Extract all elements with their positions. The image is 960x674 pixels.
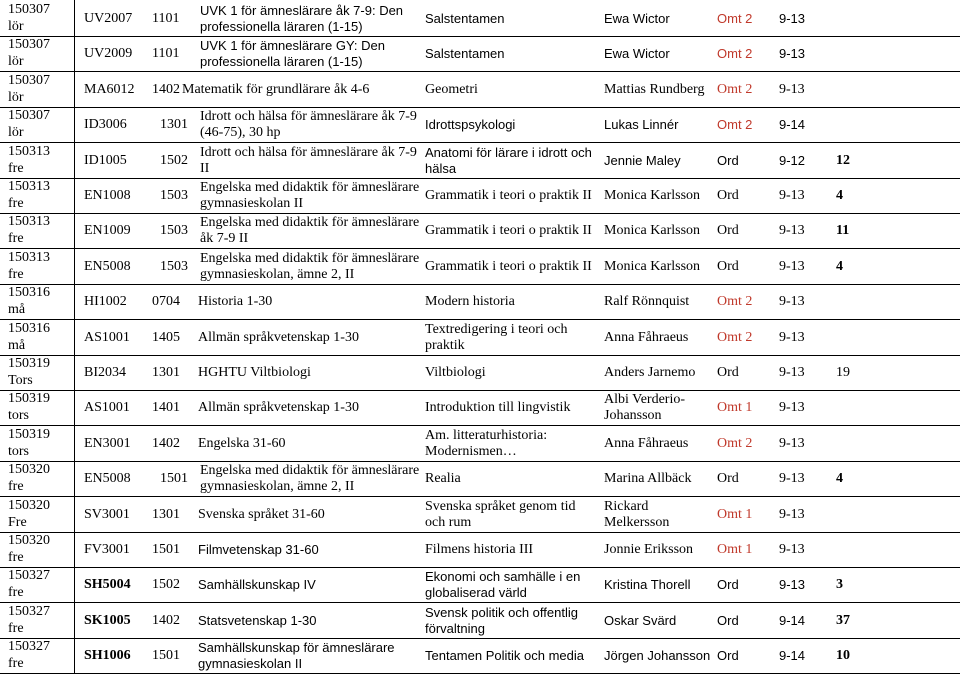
exam-time: 9-14 xyxy=(779,117,806,133)
teacher-name: Mattias Rundberg xyxy=(604,81,705,97)
table-row xyxy=(0,426,960,461)
row-day: må xyxy=(8,337,26,353)
exam-moment: Modern historia xyxy=(425,294,515,310)
course-name: HGHTU Viltbiologi xyxy=(198,365,311,380)
exam-type: Omt 2 xyxy=(717,329,753,345)
registered-count: 4 xyxy=(836,471,843,487)
course-code: EN5008 xyxy=(84,471,131,487)
course-code: SV3001 xyxy=(84,506,130,522)
teacher-name: Jonnie Eriksson xyxy=(604,542,694,557)
exam-type: Omt 2 xyxy=(717,435,753,451)
table-row xyxy=(0,72,960,107)
course-name: Engelska med didaktik för ämneslärare gymnasieskolan II xyxy=(200,180,420,211)
row-date: 150313 xyxy=(8,214,50,230)
course-name: Statsvetenskap 1-30 xyxy=(198,612,317,628)
registered-count: 19 xyxy=(836,365,850,380)
table-row xyxy=(0,178,960,213)
exam-moment: Grammatik i teori o praktik II xyxy=(425,258,592,274)
exam-time: 9-13 xyxy=(779,294,805,310)
exam-type: Ord xyxy=(717,152,739,168)
course-name: Matematik för grundlärare åk 4-6 xyxy=(182,81,370,97)
course-name: Engelska med didaktik för ämneslärare åk 7-9 II xyxy=(200,215,420,247)
teacher-name: Monica Karlsson xyxy=(604,258,701,274)
course-name: Idrott och hälsa för ämneslärare åk 7-9 II xyxy=(200,144,417,176)
row-date: 150320 xyxy=(8,462,50,478)
exam-moment: Viltbiologi xyxy=(425,365,486,380)
teacher-name: Marina Allbäck xyxy=(604,471,692,487)
row-date: 150327 xyxy=(8,568,50,584)
exam-type: Ord xyxy=(717,188,739,203)
course-code: EN3001 xyxy=(84,435,131,451)
exam-time: 9-13 xyxy=(779,471,805,487)
table-row xyxy=(0,143,960,178)
exam-moment: Svenska språket genom tid och rum xyxy=(425,498,576,530)
exam-time: 9-13 xyxy=(779,506,805,522)
exam-time: 9-13 xyxy=(779,223,805,239)
registered-count: 10 xyxy=(836,648,850,664)
teacher-name: Oskar Svärd xyxy=(604,612,677,628)
teacher-name: Kristina Thorell xyxy=(604,577,691,593)
course-code: ID3006 xyxy=(84,117,127,133)
course-name: Engelska med didaktik för ämneslärare gymnasieskolan, ämne 2, II xyxy=(200,250,420,282)
table-row xyxy=(0,213,960,248)
exam-moment: Salstentamen xyxy=(425,46,505,62)
course-number: 1501 xyxy=(152,542,180,557)
course-name: Historia 1-30 xyxy=(198,294,273,310)
exam-type: Ord xyxy=(717,223,739,239)
row-day: fre xyxy=(8,196,24,211)
exam-moment: Svensk politik och offentlig förvaltning xyxy=(425,604,578,636)
course-name: Filmvetenskap 31-60 xyxy=(198,542,319,557)
row-day: tors xyxy=(8,408,29,424)
exam-time: 9-13 xyxy=(779,400,805,416)
registered-count: 12 xyxy=(836,152,850,168)
course-name: Allmän språkvetenskap 1-30 xyxy=(198,400,359,416)
course-code: FV3001 xyxy=(84,542,130,557)
exam-type: Omt 1 xyxy=(717,400,753,416)
teacher-name: Ewa Wictor xyxy=(604,11,670,26)
course-name: Samhällskunskap IV xyxy=(198,577,316,593)
row-date: 150313 xyxy=(8,179,50,194)
course-number: 1402 xyxy=(152,435,180,451)
registered-count: 4 xyxy=(836,188,843,203)
course-number: 1101 xyxy=(152,11,180,26)
exam-time: 9-14 xyxy=(779,612,806,628)
table-row xyxy=(0,390,960,425)
course-code: EN1008 xyxy=(84,188,131,203)
row-date: 150307 xyxy=(8,2,50,17)
course-code: HI1002 xyxy=(84,294,127,310)
course-name: Engelska 31-60 xyxy=(198,435,286,451)
course-number: 1101 xyxy=(152,46,180,62)
row-day: må xyxy=(8,302,26,318)
teacher-name: Anders Jarnemo xyxy=(604,365,696,380)
course-name: Engelska med didaktik för ämneslärare gymnasieskolan, ämne 2, II xyxy=(200,463,420,495)
row-day: fre xyxy=(8,656,24,672)
exam-type: Ord xyxy=(717,648,739,664)
exam-time: 9-12 xyxy=(779,152,806,168)
course-name: Allmän språkvetenskap 1-30 xyxy=(198,329,359,345)
registered-count: 3 xyxy=(836,577,843,593)
course-name: UVK 1 för ämneslärare åk 7-9: Den professionella läraren (1-15) xyxy=(200,3,404,34)
row-day: lör xyxy=(8,54,24,70)
course-code: AS1001 xyxy=(84,329,130,345)
exam-time: 9-13 xyxy=(779,435,805,451)
course-number: 1503 xyxy=(160,258,188,274)
row-day: lör xyxy=(8,89,24,105)
course-number: 1501 xyxy=(152,648,180,664)
exam-time: 9-13 xyxy=(779,577,806,593)
row-day: fre xyxy=(8,620,24,636)
course-code: EN5008 xyxy=(84,258,131,274)
row-date: 150327 xyxy=(8,639,50,655)
teacher-name: Lukas Linnér xyxy=(604,117,679,133)
teacher-name: Anna Fåhraeus xyxy=(604,329,689,345)
course-number: 1301 xyxy=(160,117,188,133)
row-date: 150307 xyxy=(8,72,50,88)
row-date: 150319 xyxy=(8,426,50,442)
row-day: fre xyxy=(8,479,24,495)
course-code: MA6012 xyxy=(84,81,135,97)
row-day: tors xyxy=(8,443,29,459)
row-day: Tors xyxy=(8,373,33,388)
course-number: 1503 xyxy=(160,223,188,239)
row-date: 150320 xyxy=(8,497,50,513)
table-row xyxy=(0,567,960,602)
exam-type: Ord xyxy=(717,612,739,628)
course-name: Samhällskunskap för ämneslärare gymnasieskolan II xyxy=(198,640,395,672)
exam-time: 9-13 xyxy=(779,258,805,274)
exam-type: Omt 2 xyxy=(717,294,753,310)
registered-count: 37 xyxy=(836,612,850,628)
teacher-name: Albi Verderio-Johansson xyxy=(604,392,685,424)
teacher-name: Jörgen Johansson xyxy=(604,648,711,664)
course-number: 1502 xyxy=(152,577,180,593)
table-row xyxy=(0,355,960,390)
exam-moment: Salstentamen xyxy=(425,11,505,26)
course-name: Idrott och hälsa för ämneslärare åk 7-9 (46-75), 30 hp xyxy=(200,109,417,141)
exam-type: Ord xyxy=(717,365,739,380)
course-code: UV2009 xyxy=(84,46,133,62)
exam-time: 9-13 xyxy=(779,188,805,203)
course-number: 1301 xyxy=(152,506,180,522)
row-date: 150327 xyxy=(8,603,50,619)
row-date: 150316 xyxy=(8,320,50,336)
course-number: 1301 xyxy=(152,365,180,380)
row-date: 150313 xyxy=(8,143,50,159)
table-row xyxy=(0,284,960,319)
course-number: 1501 xyxy=(160,471,188,487)
table-row xyxy=(0,249,960,284)
exam-time: 9-13 xyxy=(779,329,805,345)
exam-moment: Anatomi för lärare i idrott och hälsa xyxy=(425,144,592,176)
exam-type: Ord xyxy=(717,577,739,593)
row-date: 150307 xyxy=(8,108,50,124)
table-row xyxy=(0,603,960,638)
table-row xyxy=(0,320,960,355)
exam-type: Omt 2 xyxy=(717,46,753,62)
row-day: lör xyxy=(8,19,24,34)
row-day: Fre xyxy=(8,514,27,530)
course-number: 1405 xyxy=(152,329,180,345)
exam-time: 9-14 xyxy=(779,648,806,664)
teacher-name: Rickard Melkersson xyxy=(604,498,670,530)
table-row xyxy=(0,532,960,567)
teacher-name: Ralf Rönnquist xyxy=(604,294,690,310)
course-number: 1503 xyxy=(160,188,188,203)
course-code: SH1006 xyxy=(84,648,131,664)
exam-moment: Filmens historia III xyxy=(425,542,534,557)
course-number: 0704 xyxy=(152,294,180,310)
course-code: EN1009 xyxy=(84,223,131,239)
exam-moment: Geometri xyxy=(425,81,478,97)
row-day: fre xyxy=(8,585,24,601)
table-row xyxy=(0,1,960,36)
teacher-name: Ewa Wictor xyxy=(604,46,670,62)
row-day: fre xyxy=(8,231,24,247)
teacher-name: Monica Karlsson xyxy=(604,223,701,239)
row-date: 150319 xyxy=(8,356,50,371)
exam-moment: Ekonomi och samhälle i en globaliserad värld xyxy=(425,569,581,601)
row-date: 150307 xyxy=(8,37,50,53)
course-code: UV2007 xyxy=(84,11,133,26)
table-row xyxy=(0,461,960,496)
course-name: Svenska språket 31-60 xyxy=(198,506,325,522)
exam-moment: Tentamen Politik och media xyxy=(425,648,584,664)
exam-moment: Grammatik i teori o praktik II xyxy=(425,223,592,239)
exam-time: 9-13 xyxy=(779,11,806,26)
table-row xyxy=(0,107,960,142)
exam-moment: Idrottspsykologi xyxy=(425,117,516,133)
teacher-name: Anna Fåhraeus xyxy=(604,435,689,451)
course-number: 1402 xyxy=(152,612,180,628)
exam-moment: Introduktion till lingvistik xyxy=(425,400,571,416)
exam-time: 9-13 xyxy=(779,81,805,97)
exam-type: Ord xyxy=(717,258,739,274)
course-number: 1402 xyxy=(152,81,180,97)
exam-type: Omt 1 xyxy=(717,542,753,557)
exam-moment: Textredigering i teori och praktik xyxy=(425,321,568,353)
exam-time: 9-13 xyxy=(779,46,806,62)
registered-count: 4 xyxy=(836,258,843,274)
row-day: fre xyxy=(8,550,24,565)
row-date: 150320 xyxy=(8,533,50,548)
course-number: 1401 xyxy=(152,400,180,416)
exam-type: Omt 2 xyxy=(717,11,753,26)
exam-time: 9-13 xyxy=(779,365,805,380)
course-code: BI2034 xyxy=(84,365,126,380)
row-day: lör xyxy=(8,125,24,141)
exam-moment: Am. litteraturhistoria: Modernismen… xyxy=(425,427,548,459)
exam-type: Omt 2 xyxy=(717,117,753,133)
row-date: 150313 xyxy=(8,249,50,265)
row-day: fre xyxy=(8,160,24,176)
course-name: UVK 1 för ämneslärare GY: Den professionella läraren (1-15) xyxy=(200,38,385,70)
teacher-name: Monica Karlsson xyxy=(604,188,701,203)
course-number: 1502 xyxy=(160,152,188,168)
exam-time: 9-13 xyxy=(779,542,805,557)
row-date: 150316 xyxy=(8,285,50,301)
course-code: SK1005 xyxy=(84,612,131,628)
course-code: AS1001 xyxy=(84,400,130,416)
exam-type: Ord xyxy=(717,471,739,487)
table-row xyxy=(0,497,960,532)
exam-type: Omt 1 xyxy=(717,506,753,522)
row-day: fre xyxy=(8,266,24,282)
course-code: SH5004 xyxy=(84,577,131,593)
course-code: ID1005 xyxy=(84,152,127,168)
registered-count: 11 xyxy=(836,223,850,239)
teacher-name: Jennie Maley xyxy=(604,152,681,168)
exam-moment: Realia xyxy=(425,471,461,487)
exam-moment: Grammatik i teori o praktik II xyxy=(425,188,592,203)
table-row xyxy=(0,36,960,71)
exam-type: Omt 2 xyxy=(717,81,753,97)
table-row xyxy=(0,638,960,673)
row-date: 150319 xyxy=(8,391,50,407)
